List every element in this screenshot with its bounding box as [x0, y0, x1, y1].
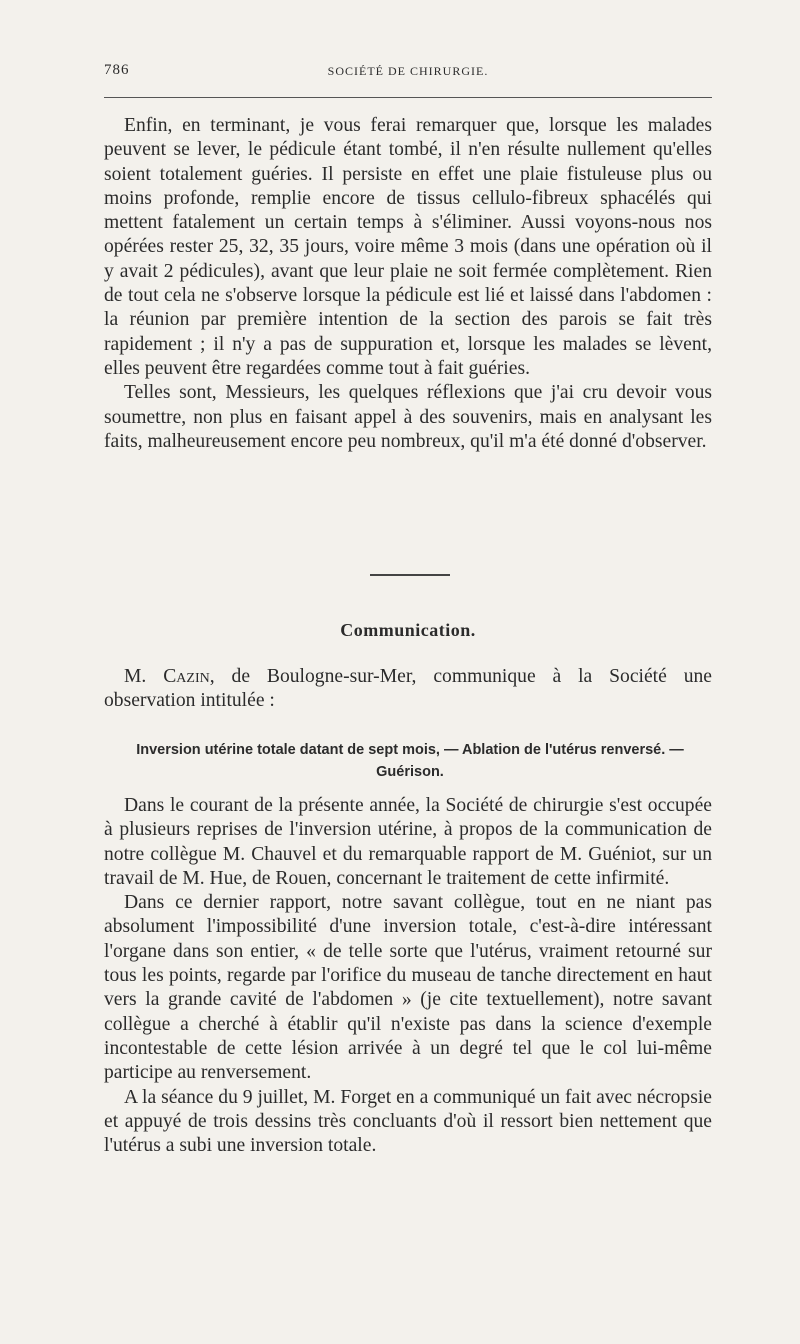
observation-text	[104, 794, 712, 1158]
author-name: Cazin	[163, 666, 210, 687]
section-separator	[370, 574, 450, 576]
paragraph: Dans le courant de la présente année, la Société de chirurgie s'est occupée à plusieurs reprises de l'inversion utérine, à propos de la communication de notre collègue M. Chauvel et du remarquable rapport de M. Guéniot, sur un travail de M. Hue, de Rouen, concernant le traitement de cette infirmité.	[104, 795, 712, 889]
section-heading: Communication.	[340, 620, 476, 640]
section-1-text	[104, 114, 712, 454]
observation-title: Inversion utérine totale datant de sept mois, — Ablation de l'utérus renversé. — Guérison.	[136, 742, 684, 780]
communication-intro	[104, 665, 712, 714]
paragraph: Telles sont, Messieurs, les quelques réflexions que j'ai cru devoir vous soumettre, non plus en faisant appel à des souvenirs, mais en analysant les faits, malheureusement encore peu nombreux, qu'il m'a été donné d'observer.	[104, 382, 712, 452]
intro-text: , de Boulogne-sur-Mer, communique à la Société une observation intitulée :	[104, 666, 712, 712]
intro-prefix: M.	[124, 666, 147, 687]
running-title: SOCIÉTÉ DE CHIRURGIE.	[327, 64, 489, 78]
paragraph: Dans ce dernier rapport, notre savant collègue, tout en ne niant pas absolument l'impossibilité d'une inversion totale, c'est-à-dire intéressant l'organe dans son entier, « de telle sorte que l'utérus, vraiment retourné sur tous les points, regarde par l'orifice du museau de tanche directement en haut vers la grande cavité de l'abdomen » (je cite textuellement), notre savant collègue a cherché à établir qu'il n'existe pas dans la science d'exemple incontestable de cette lésion arrivée à un degré tel que le col lui-même participe au renversement.	[104, 892, 712, 1084]
intro-paragraph	[104, 665, 712, 714]
paragraph: Enfin, en terminant, je vous ferai remarquer que, lorsque les malades peuvent se lever, le pédicule étant tombé, il n'en résulte nullement qu'elles soient totalement guéries. Il persiste en effet une plaie fistuleuse plus ou moins profonde, remplie encore de tissus cellulo-fibreux sphacélés qui mettent fatalement un certain temps à s'éliminer. Aussi voyons-nous nos opérées rester 25, 32, 35 jours, voire même 3 mois (dans une opération où il y avait 2 pédicules), avant que leur plaie ne soit fermée complètement. Rien de tout cela ne s'observe lorsque la pédicule est lié et laissé dans l'abdomen : la réunion par première intention de la section des parois se fait très rapidement ; il n'y a pas de suppuration et, lorsque les malades se lèvent, elles peuvent être regardées comme tout à fait guéries.	[104, 115, 712, 379]
page-number: 786	[104, 62, 130, 78]
paragraph: A la séance du 9 juillet, M. Forget en a communiqué un fait avec nécropsie et appuyé de trois dessins très concluants d'où il ressort bien nettement que l'utérus a subi une inversion totale.	[104, 1086, 712, 1157]
header-rule	[104, 97, 712, 98]
